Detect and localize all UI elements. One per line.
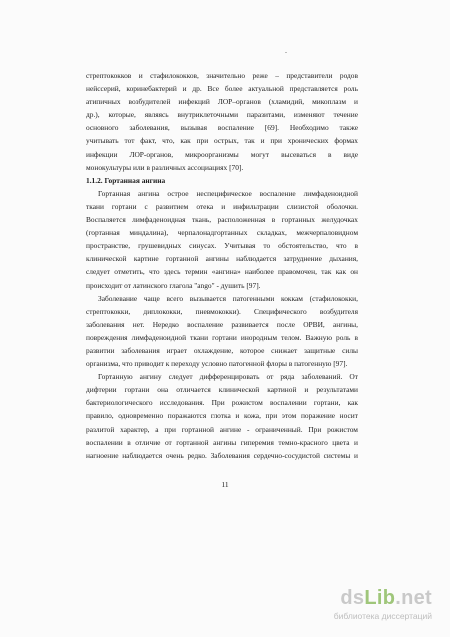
scan-artifact xyxy=(285,52,287,53)
watermark-logo-net: .net xyxy=(395,587,432,609)
page-number: 11 xyxy=(221,480,229,489)
text-line: стрептококков и стафилококков, значительно реже – представители родов xyxy=(86,71,358,80)
text-line: ткани гортани с развитием отека и инфильтрации слизистой оболочки. xyxy=(86,201,358,211)
text-line: воспалении в отличие от гортанной ангины гиперемия темно-красного цвета и xyxy=(86,437,358,447)
text-line: основного заболевания, вызывая воспаление [69]. Необходимо также xyxy=(86,123,358,133)
text-line: заболевания нет. Нередко воспаление развивается после ОРВИ, ангины, xyxy=(86,319,358,329)
text-line: атипичных возбудителей инфекций ЛОР–органов (хламидий, микоплазм и xyxy=(86,97,358,107)
watermark-logo xyxy=(340,587,432,610)
text-line: нагноение наблюдается очень редко. Заболевания сердечно-сосудистой системы и xyxy=(86,450,358,460)
text-line: следует отметить, что здесь термин «ангина» наиболее правомочен, так как он xyxy=(86,267,358,277)
text-line: клинической картине гортанной ангины наблюдается затруднение дыхания, xyxy=(86,254,358,264)
watermark-logo-lib: Lib xyxy=(364,587,396,609)
text-line: инфекции ЛОР-органов, микроорганизмы могут высеваться в виде xyxy=(86,149,358,159)
text-line: повреждения лимфаденоидной ткани гортани инородным телом. Важную роль в xyxy=(86,332,358,342)
body-text xyxy=(86,69,358,462)
text-line: происходит от латинского глагола "ango" - душить [97]. xyxy=(86,280,261,290)
text-line: учитывать тот факт, что, как при острых, так и при хронических формах xyxy=(86,136,358,146)
text-line: пространстве, грушевидных синусах. Учитывая то обстоятельство, что в xyxy=(86,241,358,251)
text-line: нейссерий, коринебактерий и др. Все более актуальной представляется роль xyxy=(86,84,358,94)
text-line: организма, что приводит к переходу условно патогенной флоры в патогенную [97]. xyxy=(86,359,348,369)
text-line: монокультуры или в различных ассоциациях [70]. xyxy=(86,162,244,172)
text-line: Воспаляется лимфаденоидная ткань, расположенная в гортанных желудочках xyxy=(86,215,358,225)
text-line: Гортанная ангина острое неспецифическое воспаление лимфаденоидной xyxy=(98,188,358,198)
text-line: Гортанную ангину следует дифференцировать от ряда заболеваний. От xyxy=(98,372,358,382)
section-heading: 1.1.2. Гортанная ангина xyxy=(86,175,166,185)
text-line: стрептококки, диплококки, пневмококки). Специфического возбудителя xyxy=(86,306,358,316)
text-line: др.), которые, являясь внутриклеточными паразитами, изменяют течение xyxy=(86,110,358,120)
text-line: развитии заболевания играет охлаждение, которое снижает защитные силы xyxy=(86,345,358,355)
watermark xyxy=(316,587,434,623)
text-line: Заболевание чаще всего вызывается патогенными коккам (стафилококки, xyxy=(98,293,358,303)
text-line: дифтерии гортани она отличается клинической картиной и результатами xyxy=(86,385,358,395)
text-line: правило, одновременно поражаются глотка и кожа, при этом поражение носит xyxy=(86,411,358,421)
watermark-subtitle: библиотека диссертаций xyxy=(333,611,432,621)
watermark-logo-ds: ds xyxy=(340,587,365,609)
text-line: бактериологического исследования. При рожистом воспалении гортани, как xyxy=(86,398,358,408)
text-line: (гортанная миндалина), черпалонадгортанных складках, межчерпаловидном xyxy=(86,228,358,238)
text-line: разлитой характер, а при гортанной ангине - ограниченный. При рожистом xyxy=(86,424,358,434)
